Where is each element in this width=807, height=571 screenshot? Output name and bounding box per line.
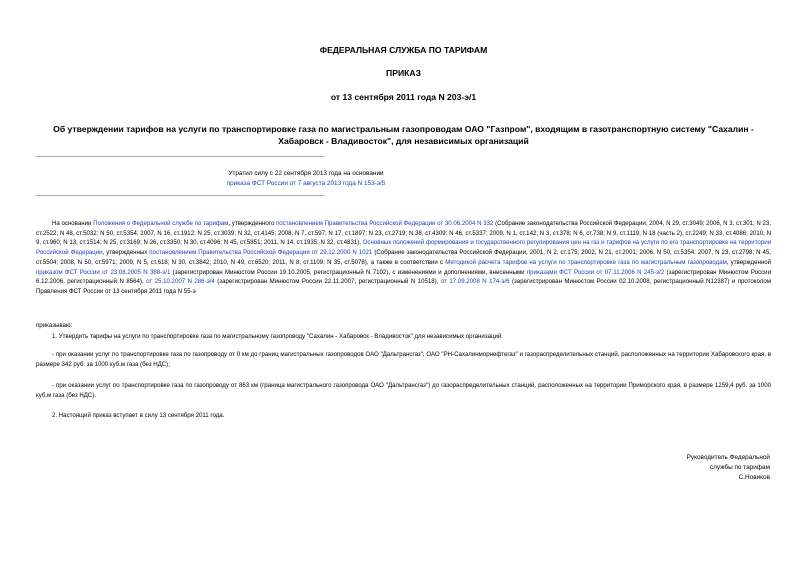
preamble-text: , утвержденной xyxy=(726,258,772,266)
bottom-divider xyxy=(36,195,324,196)
fst-order-245-link[interactable]: приказами ФСТ России от 07.11.2006 N 245-э/2 xyxy=(526,268,665,276)
government-resolution-1021-link[interactable]: постановлением Правительства Российской Федерации от 29.12.2000 N 1021 xyxy=(149,249,373,257)
tariff-primorsky: - при оказании услуг по транспортировке газа по газопроводу от 863 км (граница магистрального газопровода ОАО "Дальтрансгаз") до газораспределительных станций, расположенных на территории Приморского края, в размере 1259,4 руб. за 1000 куб.м газа (без НДС). xyxy=(36,382,771,399)
signatory-title-line1: Руководитель Федеральной xyxy=(686,454,770,461)
document-type: ПРИКАЗ xyxy=(386,68,421,78)
signatory-title-line2: службы по тарифам xyxy=(709,464,770,471)
preamble-text: (зарегистрирован Минюстом России 22.11.2007, регистрационный N 10518), xyxy=(214,278,441,286)
item-1: 1. Утвердить тарифы на услуги по транспортировке газа по магистральному газопроводу "Сахалин - Хабаровск - Владивосток" для независимых организаций: xyxy=(52,333,503,340)
top-divider xyxy=(36,156,324,157)
tariff-khabarovsk: - при оказании услуг по транспортировке газа по газопроводу от 0 км до границ магистральных газопроводов ОАО "Дальтрансгаз", ОАО "РН-Сахалинморнефтегаз" и газораспределительных станций, расположенных на территории Хабаровского края, в размере 342 руб. за 1000 куб.м газа (без НДС); xyxy=(36,351,771,368)
order-word: приказываю: xyxy=(36,322,73,329)
preamble-text: , утвержденного xyxy=(228,220,276,227)
basic-provisions-link[interactable]: Основных положений формирования и государственного регулирования цен на газ и тарифов на услуги по его транспортировке на территории Российской Федерации xyxy=(36,239,771,257)
preamble-text: (зарегистрирован Минюстом России 02.10.2008, регистрационный N12387) и протоколом Правления ФСТ России от 13 сентября 2011 года N 55-э xyxy=(36,278,771,295)
signatory-name: С.Новиков xyxy=(738,474,770,481)
preamble-text: , утвержденных xyxy=(102,249,150,257)
government-resolution-332-link[interactable]: постановлением Правительства Российской Федерации от 30.06.2004 N 332 xyxy=(275,220,494,227)
signature-block xyxy=(570,453,770,483)
preamble-text: (Собрание законодательства Российской Федерации, 2004, N 29, ст.3049; 2006, N 3, ст.301; N 23, ст.2522; N 48, ст.5032; N 50, ст.5354; 2007, N 16, ст.1912; N 25, ст.3039; N 32, ст.4145; 2008, N 7, ст.597; N 17, ст.1897; N 23, ст.2719; N 38, ст.4309; N 46, ст.5337; 2009, N 1, ст.142; N 3, ст.378; N 6, ст.738; N 9, ст.1119; N 18 (часть 2), ст.2249; N 33, ст.4086; 2010, N 9, ст.960; N 13, ст.1514; N 25, ст.3169; N 26, ст.3350; N 30, ст.4096; N 45, ст.5851; 2011, N 14, ст.1935; N 32, ст.4831), xyxy=(36,220,771,247)
item-2: 2. Настоящий приказ вступает в силу 13 сентября 2011 года. xyxy=(52,412,225,419)
tariff-methodology-link[interactable]: Методикой расчета тарифов на услуги по транспортировке газа по магистральным газопроводам xyxy=(445,258,727,266)
status-note-text: Утратил силу с 22 сентября 2013 года на основании xyxy=(228,170,384,177)
repeal-order-link[interactable]: приказа ФСТ России от 7 августа 2013 года N 153-э/5 xyxy=(226,180,386,187)
fst-regulation-link[interactable]: Положения о Федеральной службе по тарифам xyxy=(93,220,229,227)
fst-order-286-link[interactable]: от 25.10.2007 N 286-э/4 xyxy=(146,278,215,286)
preamble-text: (зарегистрирован Минюстом России 6.12.2006, регистрационный N 8564), xyxy=(36,268,771,286)
preamble-text: (Собрание законодательства Российской Федерации, 2001, N 2, ст.175; 2002, N 21, ст.2001; 2006, N 50, ст.5354; 2007, N 23, ст.2798; N 45, ст.5504; 2008, N 50, ст.5971; 2009, N 5, ст.618; N 30, ст.3842; 2010, N 49, ст.6520; 2011, N 8, ст.1109; N 35, ст.5078), а также в соответствии с xyxy=(36,249,772,266)
fst-order-174-link[interactable]: от 17.09.2008 N 174-э/6 xyxy=(440,278,510,286)
preamble-text: На основании xyxy=(52,220,94,227)
preamble-text: (зарегистрирован Минюстом России 19.10.2005, регистрационный N 7102), с изменениями и дополнениями, внесенными xyxy=(170,268,527,276)
agency-name: ФЕДЕРАЛЬНАЯ СЛУЖБА ПО ТАРИФАМ xyxy=(319,45,488,55)
preamble-paragraph xyxy=(36,219,771,297)
status-note xyxy=(36,169,576,189)
document-date-number: от 13 сентября 2011 года N 203-э/1 xyxy=(330,92,477,102)
fst-order-388-link[interactable]: приказом ФСТ России от 23.08.2005 N 388-э/1 xyxy=(36,268,171,276)
document-title: Об утверждении тарифов на услуги по транспортировке газа по магистральным газопроводам ОАО "Газпром", входящим в газотранспортную систему "Сахалин - Хабаровск - Владивосток", для независимых организаций xyxy=(53,124,754,146)
